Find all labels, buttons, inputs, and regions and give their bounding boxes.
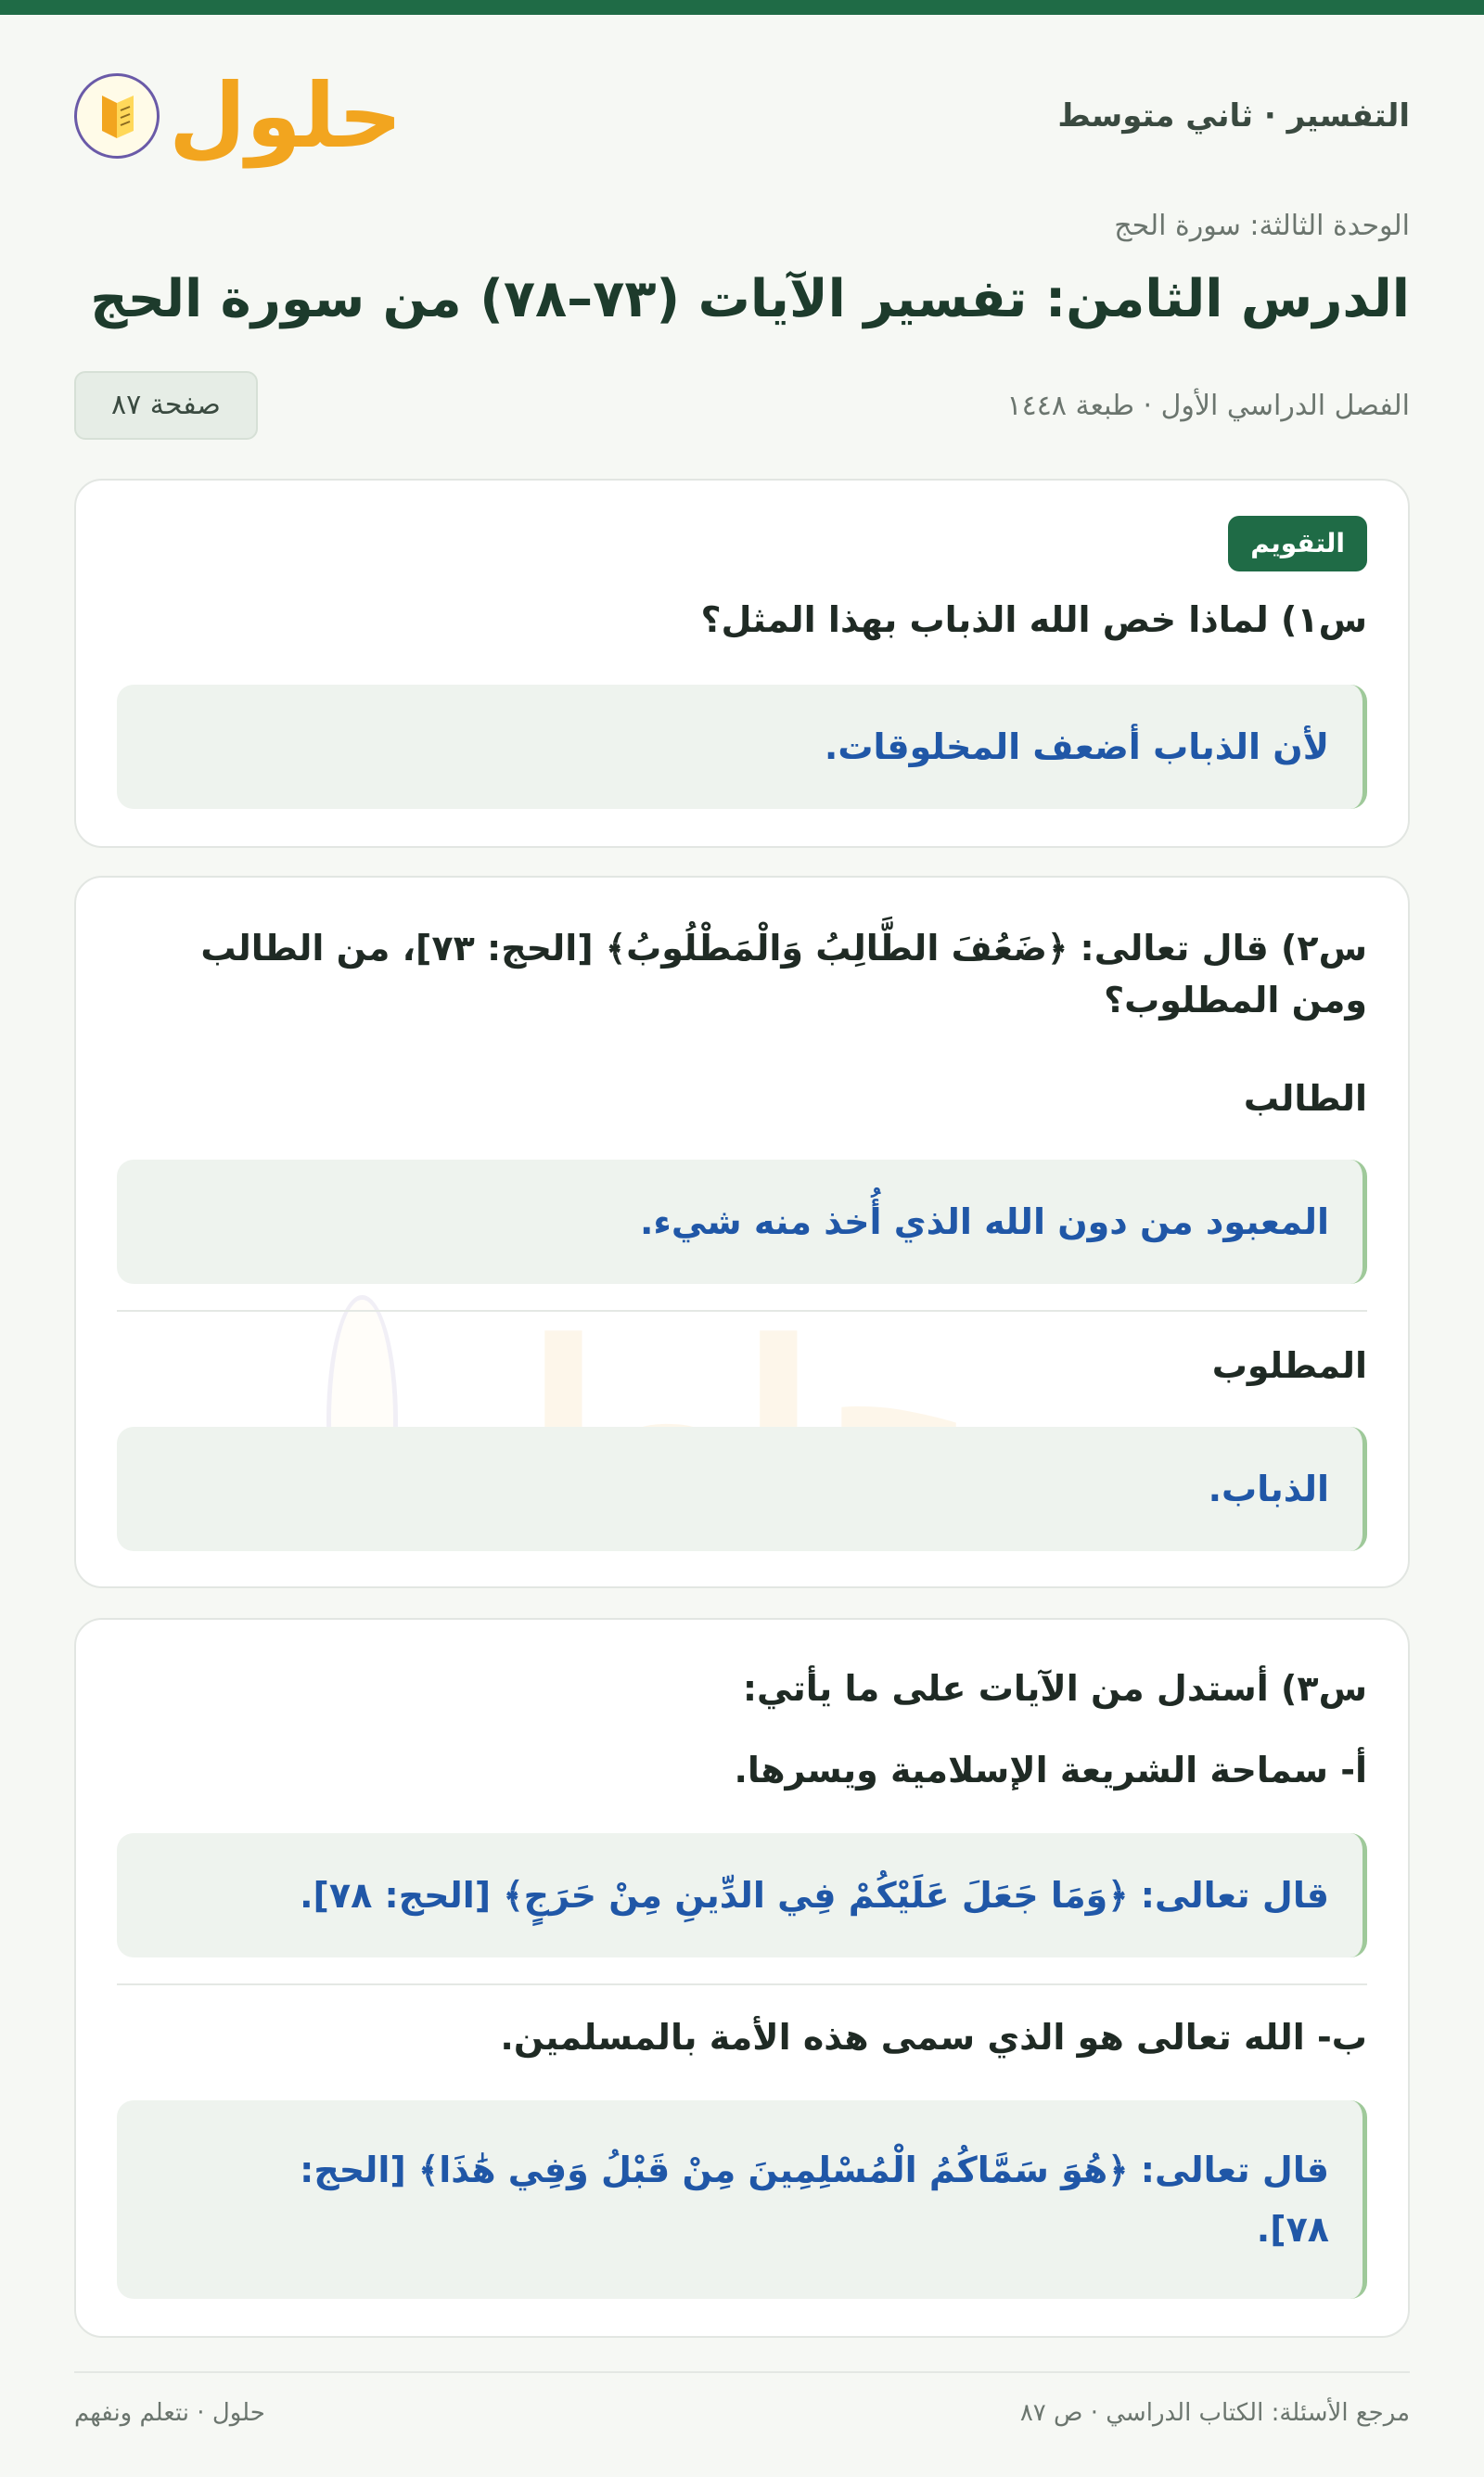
answer-3a bbox=[117, 1833, 1367, 1957]
unit-label: الوحدة الثالثة: سورة الحج bbox=[1114, 210, 1410, 242]
divider bbox=[117, 1983, 1367, 1985]
page-footer bbox=[74, 2399, 1410, 2427]
answer-3a-text: قال تعالى: ﴿وَمَا جَعَلَ عَلَيْكُمْ فِي الدِّينِ مِنْ حَرَجٍ﴾ [الحج: ٧٨]. bbox=[300, 1875, 1329, 1916]
answer-3b bbox=[117, 2100, 1367, 2299]
question-3: س٣) أستدل من الآيات على ما يأتي: bbox=[742, 1668, 1367, 1709]
answer-3b-line-1: قال تعالى: ﴿هُوَ سَمَّاكُمُ الْمُسْلِمِينَ مِنْ قَبْلُ وَفِي هَٰذَا﴾ [الحج: bbox=[300, 2150, 1329, 2190]
answer-2b bbox=[117, 1427, 1367, 1551]
top-accent-bar bbox=[0, 0, 1484, 15]
subject-grade-label: التفسير · ثاني متوسط bbox=[1057, 97, 1410, 135]
question-2-line-1: س٢) قال تعالى: ﴿ضَعُفَ الطَّالِبُ وَالْمَطْلُوبُ﴾ [الحج: ٧٣]، من الطالب bbox=[200, 928, 1367, 969]
logo-wordmark: حلول bbox=[169, 64, 403, 168]
sub-question-a: أ- سماحة الشريعة الإسلامية ويسرها. bbox=[734, 1750, 1367, 1790]
answer-2a-text: المعبود من دون الله الذي أُخذ منه شيء. bbox=[640, 1201, 1329, 1242]
question-1: س١) لماذا خص الله الذباب بهذا المثل؟ bbox=[700, 599, 1367, 640]
semester-edition: الفصل الدراسي الأول · طبعة ١٤٤٨ bbox=[1006, 389, 1410, 422]
question-card-1 bbox=[74, 479, 1410, 848]
page-number-badge: صفحة ٨٧ bbox=[74, 371, 258, 440]
brand-logo[interactable] bbox=[74, 64, 403, 168]
question-card-2 bbox=[74, 876, 1410, 1588]
answer-1-text: لأن الذباب أضعف المخلوقات. bbox=[824, 726, 1329, 767]
answer-2b-text: الذباب. bbox=[1208, 1469, 1329, 1509]
footer-divider bbox=[74, 2371, 1410, 2373]
sub-question-b: ب- الله تعالى هو الذي سمى هذه الأمة بالمسلمين. bbox=[500, 2017, 1367, 2058]
sub-label-seeker: الطالب bbox=[1243, 1078, 1367, 1119]
question-card-3 bbox=[74, 1618, 1410, 2338]
lesson-title: الدرس الثامن: تفسير الآيات (٧٣–٧٨) من سورة الحج bbox=[90, 269, 1410, 329]
answer-3b-line-2: ٧٨]. bbox=[1256, 2209, 1329, 2250]
book-icon bbox=[74, 73, 160, 159]
question-2-line-2: ومن المطلوب؟ bbox=[1104, 980, 1367, 1020]
page-header bbox=[74, 56, 1410, 176]
footer-tagline: حلول · نتعلم ونفهم bbox=[74, 2399, 265, 2427]
meta-row bbox=[74, 371, 1410, 440]
question-2 bbox=[117, 922, 1367, 1026]
watermark-wordmark: حلول bbox=[416, 1296, 976, 1544]
answer-2a bbox=[117, 1160, 1367, 1284]
divider bbox=[117, 1310, 1367, 1312]
section-badge: التقويم bbox=[1228, 516, 1367, 571]
answer-1 bbox=[117, 685, 1367, 809]
footer-reference: مرجع الأسئلة: الكتاب الدراسي · ص ٨٧ bbox=[1019, 2399, 1410, 2427]
sub-label-sought: المطلوب bbox=[1211, 1345, 1367, 1386]
